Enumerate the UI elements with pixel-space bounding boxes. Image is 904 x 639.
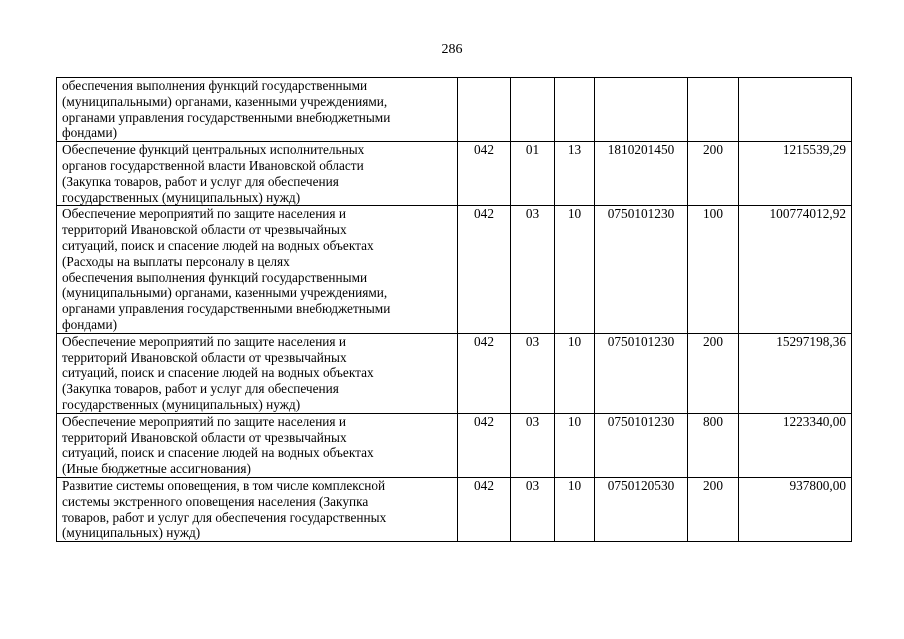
amount: 937800,00 xyxy=(739,477,852,541)
section-code: 03 xyxy=(511,206,555,333)
target-article-code: 1810201450 xyxy=(595,142,688,206)
table-row xyxy=(57,142,852,206)
expense-type-code: 200 xyxy=(688,477,739,541)
expense-type-code: 100 xyxy=(688,206,739,333)
amount: 15297198,36 xyxy=(739,333,852,413)
subsection-code: 10 xyxy=(555,206,595,333)
expense-type-code: 800 xyxy=(688,413,739,477)
ministry-code: 042 xyxy=(458,413,511,477)
table-row xyxy=(57,413,852,477)
target-article-code: 0750101230 xyxy=(595,333,688,413)
subsection-code: 10 xyxy=(555,413,595,477)
section-code: 03 xyxy=(511,333,555,413)
expense-type-code: 200 xyxy=(688,142,739,206)
expense-description: Обеспечение мероприятий по защите населения и территорий Ивановской области от чрезвычайных ситуаций, поиск и спасение людей на водных объектах (Закупка товаров, работ и услуг для обеспечения государственных (муниципальных) нужд) xyxy=(57,333,458,413)
section-code: 03 xyxy=(511,477,555,541)
table-row xyxy=(57,78,852,142)
section-code xyxy=(511,78,555,142)
table-row xyxy=(57,206,852,333)
amount: 100774012,92 xyxy=(739,206,852,333)
ministry-code xyxy=(458,78,511,142)
expense-description: Развитие системы оповещения, в том числе комплексной системы экстренного оповещения населения (Закупка товаров, работ и услуг для обеспечения государственных (муниципальных) нужд) xyxy=(57,477,458,541)
page-number: 286 xyxy=(441,42,463,57)
section-code: 01 xyxy=(511,142,555,206)
budget-table xyxy=(56,77,852,542)
expense-type-code xyxy=(688,78,739,142)
expense-type-code: 200 xyxy=(688,333,739,413)
amount: 1215539,29 xyxy=(739,142,852,206)
ministry-code: 042 xyxy=(458,333,511,413)
expense-description: Обеспечение мероприятий по защите населения и территорий Ивановской области от чрезвычайных ситуаций, поиск и спасение людей на водных объектах (Иные бюджетные ассигнования) xyxy=(57,413,458,477)
expense-description: Обеспечение мероприятий по защите населения и территорий Ивановской области от чрезвычайных ситуаций, поиск и спасение людей на водных объектах (Расходы на выплаты персоналу в целях обеспечения выполнения функций государственными (муниципальными) органами, казенными учреждениями, органами управления государственными внебюджетными фондами) xyxy=(57,206,458,333)
amount xyxy=(739,78,852,142)
ministry-code: 042 xyxy=(458,142,511,206)
expense-description: обеспечения выполнения функций государственными (муниципальными) органами, казенными учреждениями, органами управления государственными внебюджетными фондами) xyxy=(57,78,458,142)
target-article-code xyxy=(595,78,688,142)
table-row xyxy=(57,477,852,541)
expense-description: Обеспечение функций центральных исполнительных органов государственной власти Ивановской области (Закупка товаров, работ и услуг для обеспечения государственных (муниципальных) нужд) xyxy=(57,142,458,206)
table-row xyxy=(57,333,852,413)
subsection-code: 13 xyxy=(555,142,595,206)
target-article-code: 0750101230 xyxy=(595,206,688,333)
target-article-code: 0750120530 xyxy=(595,477,688,541)
amount: 1223340,00 xyxy=(739,413,852,477)
target-article-code: 0750101230 xyxy=(595,413,688,477)
subsection-code: 10 xyxy=(555,477,595,541)
subsection-code: 10 xyxy=(555,333,595,413)
ministry-code: 042 xyxy=(458,206,511,333)
section-code: 03 xyxy=(511,413,555,477)
ministry-code: 042 xyxy=(458,477,511,541)
subsection-code xyxy=(555,78,595,142)
